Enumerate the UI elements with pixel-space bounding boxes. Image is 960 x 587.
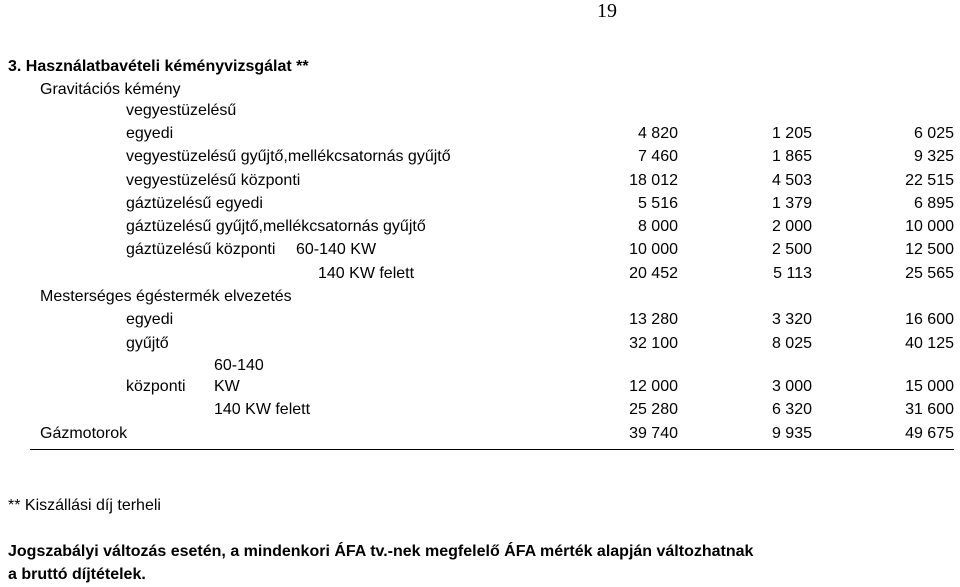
row-label: Gázmotorok (40, 425, 128, 442)
value-col3: 15 000 (905, 378, 954, 395)
row-label: egyedi (126, 125, 174, 142)
row-sublabel: 140 KW felett (318, 265, 415, 282)
value-col3: 25 565 (905, 265, 954, 282)
value-col2: 1 865 (771, 148, 812, 165)
value-col2: 2 500 (771, 241, 812, 258)
value-col2: 9 935 (771, 425, 812, 442)
value-col3: 22 515 (905, 172, 954, 189)
row-label: vegyestüzelésű központi (126, 172, 301, 189)
value-col1: 32 100 (629, 335, 678, 352)
value-col2: 5 113 (773, 265, 812, 282)
value-col2: 2 000 (771, 218, 812, 235)
value-col3: 6 025 (913, 125, 954, 142)
legal-notice-line1: Jogszabályi változás esetén, a mindenkori ÁFA tv.-nek megfelelő ÁFA mérték alapján változhatnak (8, 543, 754, 560)
group-heading-gravitational: Gravitációs kémény (40, 81, 181, 98)
value-col3: 40 125 (905, 335, 954, 352)
subgroup-heading-mixed-fuel: vegyestüzelésű (126, 102, 237, 119)
group-heading-artificial-flue: Mesterséges égéstermék elvezetés (40, 288, 292, 305)
value-col1: 7 460 (637, 148, 678, 165)
value-col1: 12 000 (629, 378, 678, 395)
footnote: ** Kiszállási díj terheli (8, 497, 161, 514)
row-sublabel: 140 KW felett (214, 401, 311, 418)
row-sublabel: 60-140 KW (296, 241, 377, 258)
table-bottom-rule (30, 449, 954, 450)
value-col2: 1 205 (771, 125, 812, 142)
value-col1: 25 280 (629, 401, 678, 418)
value-col1: 10 000 (629, 241, 678, 258)
value-col3: 10 000 (905, 218, 954, 235)
value-col2: 3 000 (771, 378, 812, 395)
row-label: gyűjtő (126, 335, 169, 352)
value-col3: 31 600 (905, 401, 954, 418)
row-label: központi (126, 378, 186, 395)
row-sublabel-line1: 60-140 (214, 357, 264, 374)
value-col2: 3 320 (771, 311, 812, 328)
row-label: gáztüzelésű gyűjtő,mellékcsatornás gyűjtő (126, 218, 426, 235)
section-title: 3. Használatbavételi kéményvizsgálat ** (8, 58, 309, 75)
value-col2: 4 503 (771, 172, 812, 189)
row-label: gáztüzelésű központi (126, 241, 276, 258)
row-label: egyedi (126, 311, 174, 328)
value-col1: 20 452 (629, 265, 678, 282)
value-col1: 8 000 (637, 218, 678, 235)
value-col1: 4 820 (637, 125, 678, 142)
value-col3: 49 675 (905, 425, 954, 442)
value-col1: 13 280 (629, 311, 678, 328)
value-col1: 18 012 (629, 172, 678, 189)
row-label: gáztüzelésű egyedi (126, 195, 263, 212)
value-col2: 8 025 (771, 335, 812, 352)
value-col3: 9 325 (913, 148, 954, 165)
value-col2: 6 320 (771, 401, 812, 418)
value-col2: 1 379 (771, 195, 812, 212)
row-label: vegyestüzelésű gyűjtő,mellékcsatornás gyűjtő (126, 148, 451, 165)
page-number: 19 (597, 0, 617, 22)
row-sublabel-line2: KW (214, 378, 240, 395)
value-col3: 16 600 (905, 311, 954, 328)
legal-notice-line2: a bruttó díjtételek. (8, 566, 146, 583)
value-col3: 6 895 (913, 195, 954, 212)
value-col3: 12 500 (905, 241, 954, 258)
value-col1: 5 516 (637, 195, 678, 212)
value-col1: 39 740 (629, 425, 678, 442)
